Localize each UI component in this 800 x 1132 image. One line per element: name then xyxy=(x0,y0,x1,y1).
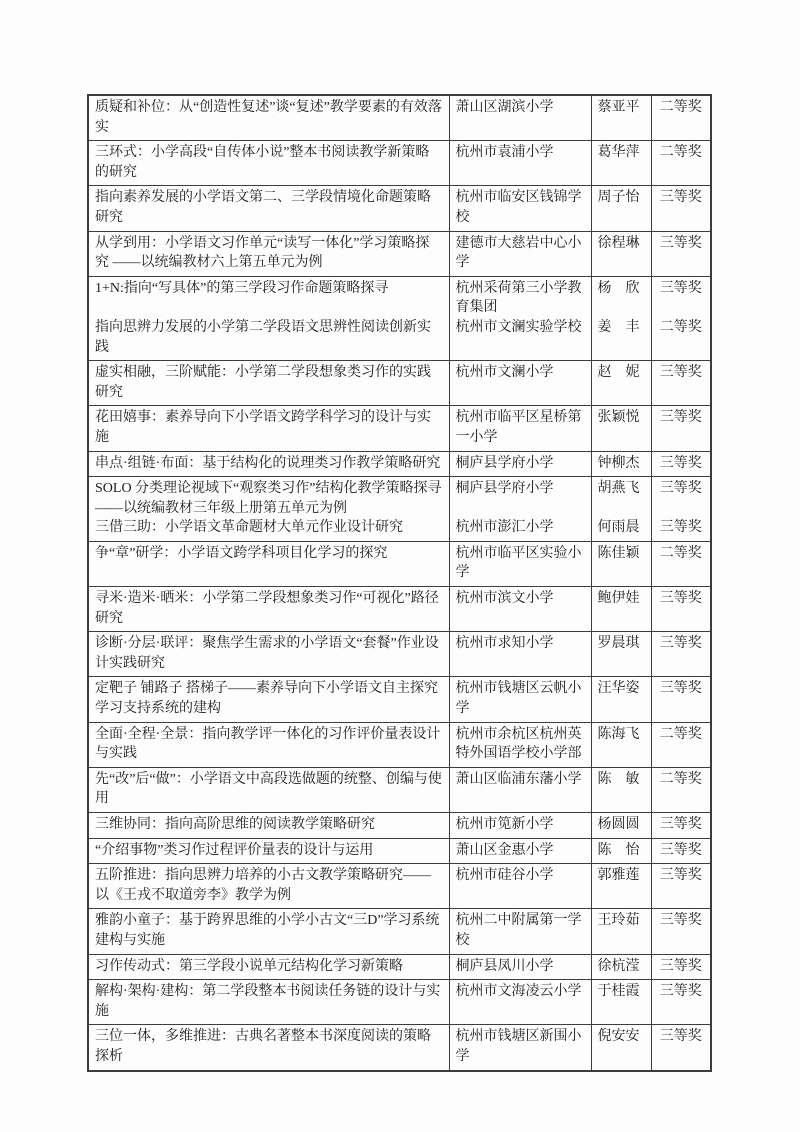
school-text: 桐庐县学府小学 xyxy=(455,481,554,497)
table-row xyxy=(88,587,711,632)
school-cell xyxy=(449,1025,591,1071)
author-text: 周子怡 xyxy=(597,190,640,206)
author-text: 张颖悦 xyxy=(597,410,640,426)
school-cell xyxy=(449,677,591,722)
author-cell xyxy=(591,231,651,276)
title-text: 诊断·分层·联评：聚焦学生需求的小学语文“套餐”作业设计实践研究 xyxy=(95,636,439,671)
author-cell xyxy=(591,677,651,722)
title-text: 解构·架构·建构：第二学段整本书阅读任务链的设计与实施 xyxy=(95,984,441,1019)
author-text: 蔡亚平 xyxy=(597,100,640,115)
title-text: 先“改”后“做”：小学语文中高段选做题的统整、创编与使用 xyxy=(95,771,442,807)
award-cell xyxy=(651,980,711,1025)
school-cell xyxy=(449,722,591,767)
award-cell xyxy=(651,451,711,477)
award-text: 三等奖 xyxy=(659,984,702,1000)
author-text: 陈佳颖 xyxy=(597,545,640,561)
school-text: 杭州市钱塘区新围小学 xyxy=(455,1029,582,1064)
table-row xyxy=(88,186,711,231)
award-cell xyxy=(651,838,711,864)
award-text: 三等奖 xyxy=(659,365,702,381)
author-cell xyxy=(591,587,651,632)
paper-title-cell xyxy=(88,677,449,722)
table-row xyxy=(88,632,711,677)
title-text: 虚实相融，三阶赋能：小学第二学段想象类习作的实践研究 xyxy=(95,365,431,400)
award-cell xyxy=(651,954,711,980)
school-cell xyxy=(449,541,591,586)
award-text: 三等奖 xyxy=(659,681,702,697)
award-text: 三等奖 xyxy=(659,913,702,929)
author-cell xyxy=(591,406,651,451)
table-row xyxy=(88,1025,711,1071)
award-text: 三等奖 xyxy=(659,958,702,974)
author-cell xyxy=(591,276,651,360)
school-cell xyxy=(449,477,591,542)
paper-title-cell xyxy=(88,1025,449,1071)
award-text: 三等奖 xyxy=(659,636,702,652)
award-text: 二等奖 xyxy=(659,100,702,115)
author-cell xyxy=(591,141,651,186)
school-cell xyxy=(449,838,591,864)
title-text: 五阶推进：指向思辨力培养的小古文教学策略研究——以《王戎不取道旁李》教学为例 xyxy=(95,868,431,903)
school-text: 杭州市笕新小学 xyxy=(455,817,554,832)
author-text: 赵 妮 xyxy=(597,365,640,381)
award-cell xyxy=(651,722,711,767)
school-text: 杭州市文澜小学 xyxy=(455,365,554,381)
author-text: 陈海飞 xyxy=(597,726,640,742)
school-cell xyxy=(449,767,591,812)
school-text: 萧山区湖滨小学 xyxy=(455,100,554,115)
author-text: 姜 丰 xyxy=(597,319,640,335)
paper-title-cell xyxy=(88,186,449,231)
title-text: 寻米·造米·晒米：小学第二学段想象类习作“可视化”路径研究 xyxy=(95,591,439,626)
award-text: 三等奖 xyxy=(659,868,702,884)
school-text: 杭州市临安区钱锦学校 xyxy=(455,190,582,225)
award-text: 二等奖 xyxy=(659,145,702,161)
paper-title-cell xyxy=(88,767,449,812)
school-text: 杭州市临平区星桥第一小学 xyxy=(455,410,582,445)
author-cell xyxy=(591,813,651,839)
paper-title-cell xyxy=(88,541,449,586)
school-text: 杭州市硅谷小学 xyxy=(455,868,554,884)
author-text: 杨圆圆 xyxy=(597,817,640,832)
author-text: 于桂霞 xyxy=(597,984,640,1000)
award-text: 二等奖 xyxy=(659,545,702,561)
award-text: 三等奖 xyxy=(659,190,702,206)
table-row xyxy=(88,141,711,186)
award-text: 二等奖 xyxy=(659,319,702,335)
school-cell xyxy=(449,406,591,451)
paper-title-cell xyxy=(88,141,449,186)
school-cell xyxy=(449,813,591,839)
table-row xyxy=(88,406,711,451)
paper-title-cell xyxy=(88,276,449,360)
title-text: 从学到用：小学语文习作单元“读写一体化”学习策略探究 ——以统编教材六上第五单元为例 xyxy=(95,235,430,271)
award-text: 三等奖 xyxy=(659,1029,702,1045)
paper-title-cell xyxy=(88,813,449,839)
school-cell xyxy=(449,231,591,276)
paper-title-cell xyxy=(88,722,449,767)
paper-title-cell xyxy=(88,587,449,632)
table-row xyxy=(88,276,711,360)
table-row xyxy=(88,231,711,276)
award-text: 三等奖 xyxy=(659,280,702,296)
table-row xyxy=(88,477,711,542)
author-cell xyxy=(591,1025,651,1071)
school-text: 桐庐县学府小学 xyxy=(455,455,554,471)
award-cell xyxy=(651,95,711,141)
author-cell xyxy=(591,95,651,141)
title-text: 全面·全程·全景：指向教学评一体化的习作评价量表设计与实践 xyxy=(95,726,441,762)
title-text: 1+N:指向“写具体”的第三学段习作命题策略探寻 xyxy=(95,280,389,296)
award-cell xyxy=(651,231,711,276)
author-text: 何雨晨 xyxy=(597,520,640,536)
award-cell xyxy=(651,1025,711,1071)
author-cell xyxy=(591,980,651,1025)
award-text: 三等奖 xyxy=(659,817,702,832)
school-text: 杭州市余杭区杭州英特外国语学校小学部 xyxy=(455,726,582,762)
title-text: 三位一体，多维推进：古典名著整本书深度阅读的策略探析 xyxy=(95,1029,431,1064)
award-cell xyxy=(651,813,711,839)
table-row xyxy=(88,722,711,767)
award-text: 三等奖 xyxy=(659,591,702,607)
school-text: 建德市大慈岩中心小学 xyxy=(455,235,582,271)
author-text: 陈 怡 xyxy=(597,842,640,858)
table-row xyxy=(88,767,711,812)
school-text: 萧山区临浦东藩小学 xyxy=(455,771,582,787)
award-text: 二等奖 xyxy=(659,771,702,787)
author-text: 胡燕飞 xyxy=(597,481,640,497)
author-cell xyxy=(591,838,651,864)
author-text: 徐杭滢 xyxy=(597,958,640,974)
award-text: 三等奖 xyxy=(659,842,702,858)
school-text: 杭州采荷第三小学教育集团 xyxy=(455,280,582,316)
award-cell xyxy=(651,186,711,231)
title-text: 习作传动式：第三学段小说单元结构化学习新策略 xyxy=(95,958,403,974)
author-text: 陈 敏 xyxy=(597,771,640,787)
award-cell xyxy=(651,541,711,586)
table-row xyxy=(88,838,711,864)
school-text: 杭州市求知小学 xyxy=(455,636,554,652)
school-text: 杭州市澎汇小学 xyxy=(455,520,554,536)
award-cell xyxy=(651,477,711,542)
author-text: 郭雅莲 xyxy=(597,868,640,884)
table-row xyxy=(88,95,711,141)
award-text: 三等奖 xyxy=(659,455,702,471)
table-row xyxy=(88,451,711,477)
author-text: 杨 欣 xyxy=(597,280,640,296)
table-row xyxy=(88,980,711,1025)
school-cell xyxy=(449,954,591,980)
award-text: 三等奖 xyxy=(659,520,702,536)
author-text: 罗晨琪 xyxy=(597,636,640,652)
award-cell xyxy=(651,361,711,406)
author-cell xyxy=(591,722,651,767)
award-text: 二等奖 xyxy=(659,726,702,742)
paper-title-cell xyxy=(88,406,449,451)
paper-title-cell xyxy=(88,95,449,141)
paper-title-cell xyxy=(88,231,449,276)
award-cell xyxy=(651,632,711,677)
school-text: 杭州市文澜实验学校 xyxy=(455,319,582,335)
author-cell xyxy=(591,632,651,677)
author-text: 鲍伊娃 xyxy=(597,591,640,607)
author-cell xyxy=(591,186,651,231)
title-text: 三环式：小学高段“自传体小说”整本书阅读教学新策略的研究 xyxy=(95,145,430,180)
paper-title-cell xyxy=(88,361,449,406)
table-row xyxy=(88,361,711,406)
table-row xyxy=(88,864,711,909)
award-cell xyxy=(651,276,711,360)
title-text: 三借三助：小学语文革命题材大单元作业设计研究 xyxy=(95,520,403,536)
award-cell xyxy=(651,141,711,186)
award-text: 三等奖 xyxy=(659,410,702,426)
title-text: 三维协同：指向高阶思维的阅读教学策略研究 xyxy=(95,817,375,832)
author-cell xyxy=(591,541,651,586)
award-results-table xyxy=(87,94,712,1072)
title-text: 争“章”研学：小学语文跨学科项目化学习的探究 xyxy=(95,545,388,561)
award-cell xyxy=(651,406,711,451)
school-cell xyxy=(449,864,591,909)
author-text: 倪安安 xyxy=(597,1029,640,1045)
author-cell xyxy=(591,954,651,980)
author-text: 徐程琳 xyxy=(597,235,640,251)
table-row xyxy=(88,541,711,586)
paper-title-cell xyxy=(88,838,449,864)
school-cell xyxy=(449,95,591,141)
paper-title-cell xyxy=(88,864,449,909)
school-text: 杭州市袁浦小学 xyxy=(455,145,554,161)
paper-title-cell xyxy=(88,632,449,677)
award-cell xyxy=(651,909,711,954)
title-text: 串点·组链·布面：基于结构化的说理类习作教学策略研究 xyxy=(95,455,441,471)
title-text: 花田嬉事：素养导向下小学语文跨学科学习的设计与实施 xyxy=(95,410,431,445)
school-cell xyxy=(449,276,591,360)
school-text: 杭州市滨文小学 xyxy=(455,591,554,607)
award-cell xyxy=(651,587,711,632)
title-text: 雅韵小童子：基于跨界思维的小学小古文“三D”学习系统建构与实施 xyxy=(95,913,440,948)
school-cell xyxy=(449,587,591,632)
award-cell xyxy=(651,864,711,909)
author-text: 汪华姿 xyxy=(597,681,640,697)
award-text: 三等奖 xyxy=(659,481,702,497)
award-text: 三等奖 xyxy=(659,235,702,251)
table-row xyxy=(88,909,711,954)
author-cell xyxy=(591,864,651,909)
award-table-body xyxy=(88,95,711,1071)
paper-title-cell xyxy=(88,451,449,477)
author-cell xyxy=(591,361,651,406)
title-text: 指向素养发展的小学语文第二、三学段情境化命题策略研究 xyxy=(95,190,431,225)
school-text: 桐庐县凤川小学 xyxy=(455,958,554,974)
title-text: “介绍事物”类习作过程评价量表的设计与运用 xyxy=(95,842,374,858)
paper-title-cell xyxy=(88,954,449,980)
award-cell xyxy=(651,677,711,722)
school-text: 杭州市文海凌云小学 xyxy=(455,984,582,1000)
school-cell xyxy=(449,186,591,231)
author-cell xyxy=(591,767,651,812)
table-row xyxy=(88,813,711,839)
school-text: 萧山区金惠小学 xyxy=(455,842,554,858)
title-text: 定靶子 铺路子 搭梯子——素养导向下小学语文自主探究学习支持系统的建构 xyxy=(95,681,438,717)
paper-title-cell xyxy=(88,980,449,1025)
school-cell xyxy=(449,632,591,677)
author-cell xyxy=(591,477,651,542)
school-cell xyxy=(449,361,591,406)
author-cell xyxy=(591,451,651,477)
table-row xyxy=(88,954,711,980)
school-cell xyxy=(449,141,591,186)
author-text: 钟柳杰 xyxy=(597,455,640,471)
school-text: 杭州市临平区实验小学 xyxy=(455,545,582,581)
school-text: 杭州二中附属第一学校 xyxy=(455,913,582,948)
paper-title-cell xyxy=(88,909,449,954)
award-cell xyxy=(651,767,711,812)
table-row xyxy=(88,677,711,722)
author-text: 葛华萍 xyxy=(597,145,640,161)
author-text: 王玲茹 xyxy=(597,913,640,929)
school-cell xyxy=(449,909,591,954)
school-text: 杭州市钱塘区云帆小学 xyxy=(455,681,582,717)
school-cell xyxy=(449,451,591,477)
school-cell xyxy=(449,980,591,1025)
title-text: 指向思辨力发展的小学第二学段语文思辨性阅读创新实践 xyxy=(95,319,431,355)
author-cell xyxy=(591,909,651,954)
title-text: SOLO 分类理论视域下“观察类习作”结构化教学策略探寻 ——以统编教材三年级上册第五单元为例 xyxy=(95,481,442,516)
paper-title-cell xyxy=(88,477,449,542)
title-text: 质疑和补位：从“创造性复述”谈“复述”教学要素的有效落实 xyxy=(95,100,442,135)
